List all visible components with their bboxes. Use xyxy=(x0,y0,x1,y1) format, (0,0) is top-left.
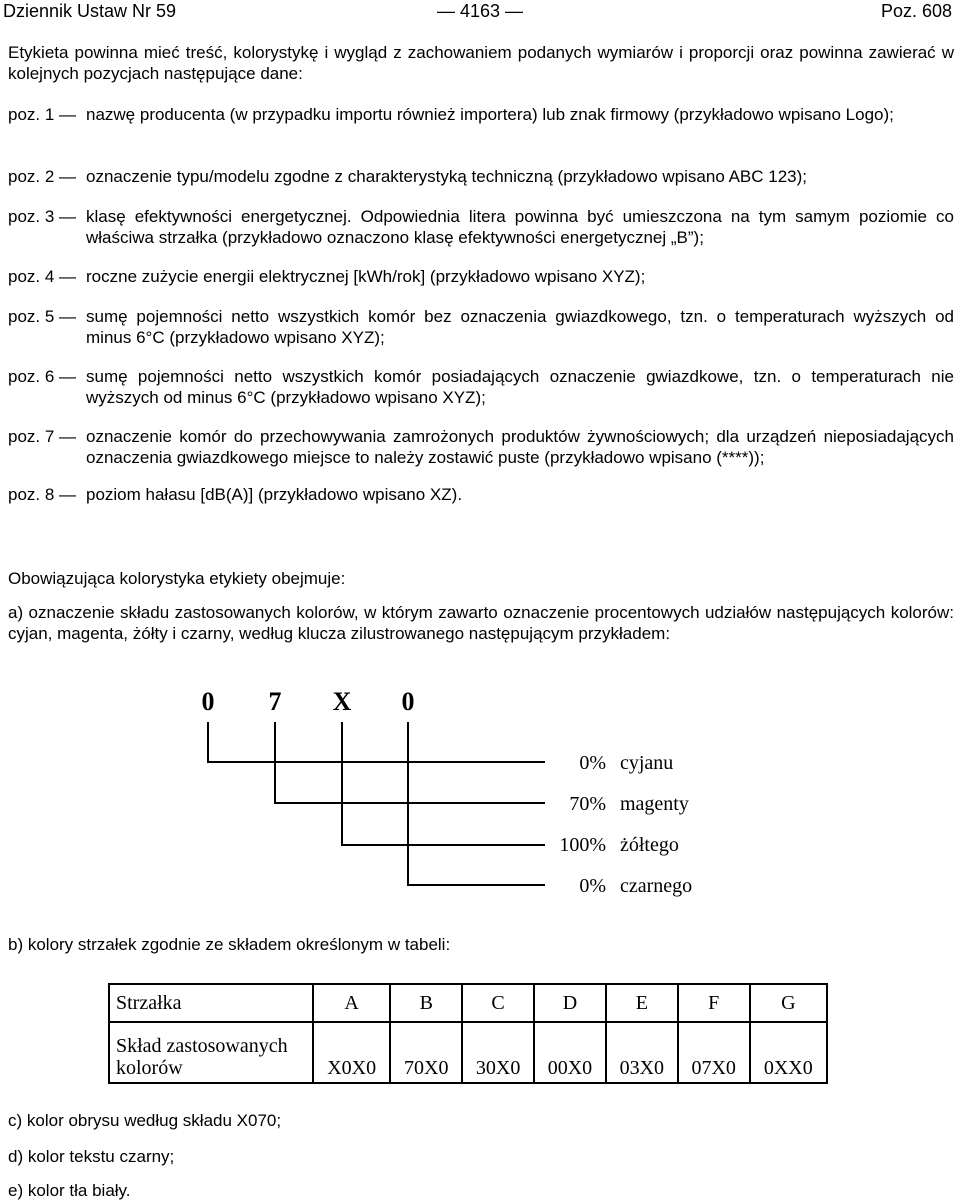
position-label: poz. 5 — xyxy=(8,307,77,326)
table-cell: 03X0 xyxy=(606,1022,678,1083)
colors-heading: Obowiązująca kolorystyka etykiety obejmuje: xyxy=(8,569,346,588)
position-label: poz. 3 — xyxy=(8,207,77,226)
table-cell: X0X0 xyxy=(313,1022,390,1083)
position-number: Poz. 608 xyxy=(880,1,952,21)
legend-name-yellow: żółtego xyxy=(620,834,679,856)
code-digit-magenta: 7 xyxy=(268,687,282,716)
intro-paragraph: Etykieta powinna mieć treść, kolorystykę i wygląd z zachowaniem podanych wymiarów i proporcji oraz powinna zawierać w kolejnych pozycjach następujące dane: xyxy=(8,43,954,83)
position-text: poziom hałasu [dB(A)] (przykładowo wpisano XZ). xyxy=(86,485,463,504)
table-cell: F xyxy=(678,984,750,1022)
position-4 xyxy=(8,266,954,287)
table-cell: 30X0 xyxy=(462,1022,534,1083)
table-cell: 70X0 xyxy=(390,1022,462,1083)
position-text: nazwę producenta (w przypadku importu również importera) lub znak firmowy (przykładowo wpisano Logo); xyxy=(86,105,894,124)
table-cell: 00X0 xyxy=(534,1022,606,1083)
legend-name-cyan: cyjanu xyxy=(620,752,674,774)
arrow-colors-table xyxy=(108,983,828,1084)
table-header-cell xyxy=(109,1022,313,1083)
position-text: roczne zużycie energii elektrycznej [kWh/rok] (przykładowo wpisano XYZ); xyxy=(86,267,646,286)
table-cell: 0XX0 xyxy=(750,1022,827,1083)
legend-pct-yellow: 100% xyxy=(559,834,606,856)
code-digit-cyan: 0 xyxy=(201,687,215,716)
item-b: b) kolory strzałek zgodnie ze składem określonym w tabeli: xyxy=(8,935,451,954)
position-2 xyxy=(8,166,954,187)
item-e: e) kolor tła biały. xyxy=(8,1181,131,1200)
table-cell: D xyxy=(534,984,606,1022)
table-cell: C xyxy=(462,984,534,1022)
position-label: poz. 8 — xyxy=(8,485,77,504)
table-header-line: Skład zastosowanych xyxy=(116,1035,288,1057)
table-header-cell: Strzałka xyxy=(109,984,313,1022)
item-c: c) kolor obrysu według składu X070; xyxy=(8,1111,282,1130)
table-cell: G xyxy=(750,984,827,1022)
item-d: d) kolor tekstu czarny; xyxy=(8,1147,175,1166)
position-label: poz. 2 — xyxy=(8,167,77,186)
table-header-line: kolorów xyxy=(116,1057,183,1079)
position-5 xyxy=(8,306,954,348)
journal-title: Dziennik Ustaw Nr 59 xyxy=(3,1,177,21)
position-label: poz. 1 — xyxy=(8,105,77,124)
position-3 xyxy=(8,206,954,248)
position-label: poz. 6 — xyxy=(8,367,77,386)
position-6 xyxy=(8,366,954,408)
position-1 xyxy=(8,104,954,125)
table-cell: A xyxy=(313,984,390,1022)
item-a: a) oznaczenie składu zastosowanych kolorów, w którym zawarto oznaczenie procentowych udziałów następujących kolorów: cyjan, magenta, żółty i czarny, według klucza zilustrowanego następującym przykładem: xyxy=(8,603,954,643)
legend-name-magenta: magenty xyxy=(620,793,689,815)
table-row xyxy=(109,1022,827,1083)
position-text: oznaczenie komór do przechowywania zamrożonych produktów żywnościowych; dla urządzeń nieposiadających oznaczenia gwiazdkowego miejsce to należy zostawić puste (przykładowo wpisano (****)); xyxy=(86,427,954,467)
page-header xyxy=(0,0,960,24)
position-text: oznaczenie typu/modelu zgodne z charakterystyką techniczną (przykładowo wpisano ABC 123); xyxy=(86,167,807,186)
position-label: poz. 4 — xyxy=(8,267,77,286)
code-digit-yellow: X xyxy=(332,687,352,716)
position-text: sumę pojemności netto wszystkich komór bez oznaczenia gwiazdkowego, tzn. o temperaturach wyższych od minus 6°C (przykładowo wpisano XYZ); xyxy=(86,307,954,347)
legend-pct-cyan: 0% xyxy=(579,752,606,774)
page-number: — 4163 — xyxy=(436,1,524,21)
position-7 xyxy=(8,426,954,468)
legend-pct-black: 0% xyxy=(579,875,606,897)
position-text: klasę efektywności energetycznej. Odpowiednia litera powinna być umieszczona na tym samym poziomie co właściwa strzałka (przykładowo oznaczono klasę efektywności energetycznej „B”); xyxy=(86,207,954,247)
table-cell: B xyxy=(390,984,462,1022)
legend-pct-magenta: 70% xyxy=(569,793,606,815)
connector-lines xyxy=(208,722,545,885)
position-8 xyxy=(8,484,954,505)
position-label: poz. 7 — xyxy=(8,427,77,446)
legend-name-black: czarnego xyxy=(620,875,693,897)
table-row xyxy=(109,984,827,1022)
code-digit-black: 0 xyxy=(401,687,415,716)
table-cell: E xyxy=(606,984,678,1022)
table-cell: 07X0 xyxy=(678,1022,750,1083)
position-text: sumę pojemności netto wszystkich komór posiadających oznaczenie gwiazdkowe, tzn. o temperaturach nie wyższych od minus 6°C (przykładowo wpisano XYZ); xyxy=(86,367,954,407)
